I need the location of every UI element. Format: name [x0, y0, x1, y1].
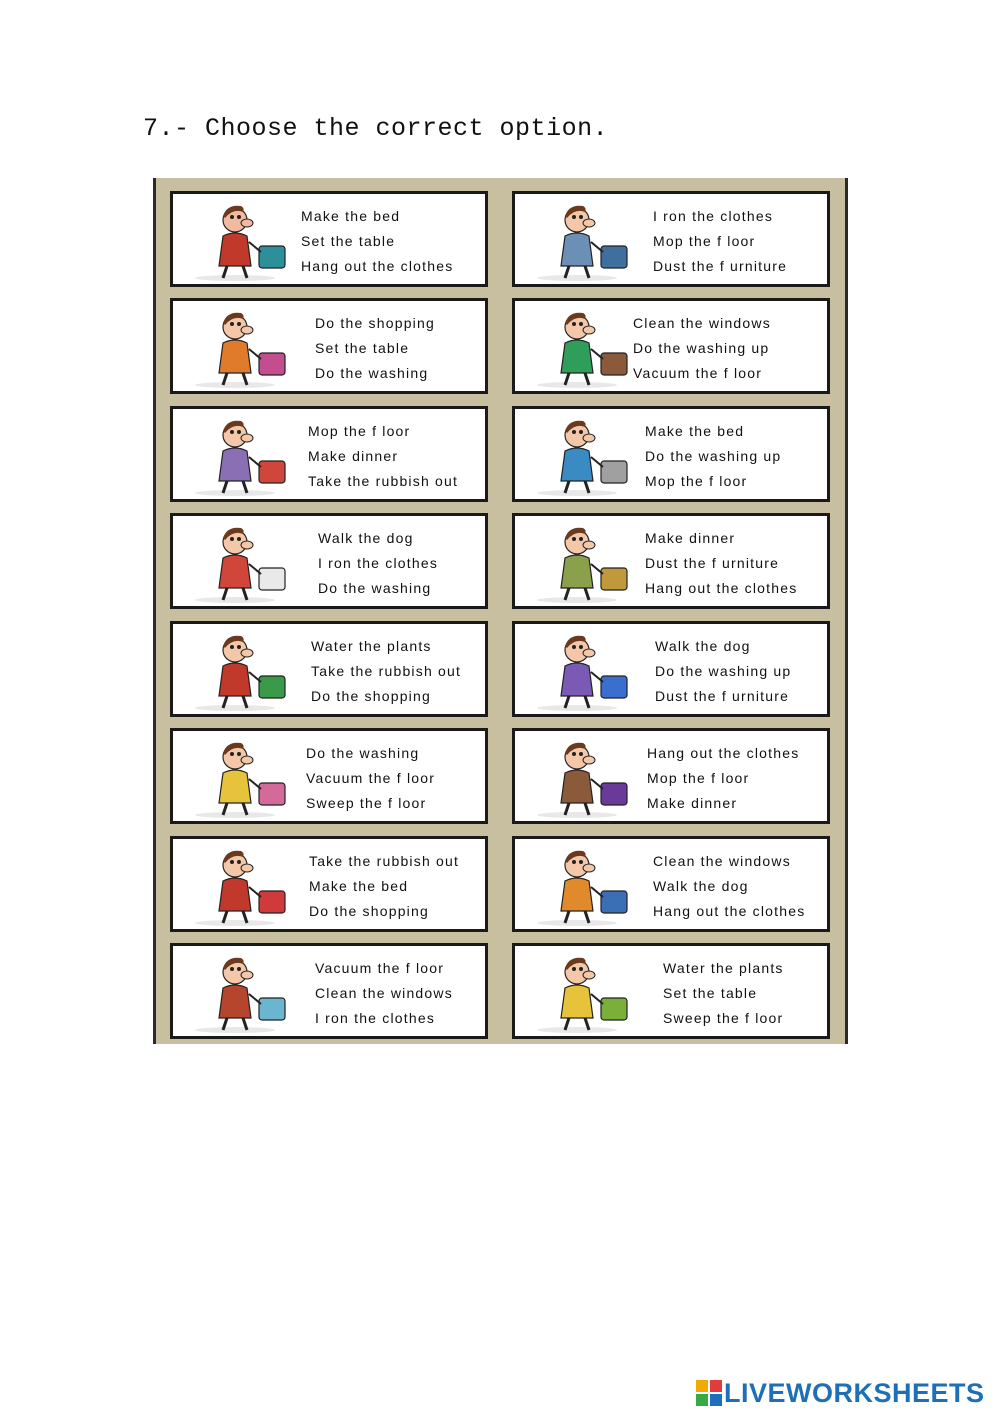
option-list [318, 526, 438, 601]
chore-card [170, 943, 488, 1039]
option-item[interactable]: Set the table [663, 985, 758, 1001]
chore-card [170, 621, 488, 717]
option-item[interactable]: Hang out the clothes [301, 258, 454, 274]
man-washing-machine-icon [175, 518, 295, 604]
option-list [655, 634, 791, 709]
option-item[interactable]: Make the bed [301, 208, 401, 224]
boy-vacuuming-icon [517, 303, 637, 389]
chore-card [512, 943, 830, 1039]
option-item[interactable]: Do the washing up [633, 340, 770, 356]
chore-card [170, 513, 488, 609]
option-item[interactable]: Hang out the clothes [647, 745, 800, 761]
option-item[interactable]: Do the washing [318, 580, 432, 596]
man-ironing-icon [517, 196, 637, 282]
option-item[interactable]: Do the shopping [315, 315, 435, 331]
chore-card [170, 191, 488, 287]
girl-sweeping-icon [175, 733, 295, 819]
chore-card [512, 621, 830, 717]
chore-card [512, 191, 830, 287]
brand-name: LIVEWORKSHEETS [724, 1377, 985, 1408]
option-list [306, 741, 435, 816]
option-item[interactable]: Do the shopping [311, 688, 431, 704]
chore-card [512, 298, 830, 394]
liveworksheets-logo[interactable] [696, 1376, 985, 1410]
woman-recycling-icon [175, 626, 295, 712]
option-item[interactable]: Dust the f urniture [653, 258, 788, 274]
man-washing-dishes-icon [517, 411, 637, 497]
man-mopping-icon [175, 411, 295, 497]
option-item[interactable]: Make dinner [645, 530, 736, 546]
option-item[interactable]: Clean the windows [633, 315, 771, 331]
option-item[interactable]: I ron the clothes [318, 555, 439, 571]
option-item[interactable]: Vacuum the f loor [306, 770, 436, 786]
option-item[interactable]: Take the rubbish out [309, 853, 460, 869]
option-item[interactable]: Hang out the clothes [645, 580, 798, 596]
option-item[interactable]: Make the bed [309, 878, 409, 894]
option-item[interactable]: Walk the dog [318, 530, 414, 546]
woman-making-bed-icon [175, 196, 295, 282]
option-list [308, 419, 458, 494]
chore-card [512, 513, 830, 609]
option-item[interactable]: I ron the clothes [315, 1010, 436, 1026]
boy-dusting-icon [517, 626, 637, 712]
option-item[interactable]: Make dinner [647, 795, 738, 811]
option-item[interactable]: Clean the windows [653, 853, 791, 869]
option-item[interactable]: Do the washing [306, 745, 420, 761]
option-list [647, 741, 799, 816]
chore-card [512, 836, 830, 932]
option-item[interactable]: Make dinner [308, 448, 399, 464]
option-item[interactable]: Walk the dog [655, 638, 751, 654]
option-item[interactable]: Vacuum the f loor [315, 960, 445, 976]
option-item[interactable]: Vacuum the f loor [633, 365, 763, 381]
option-list [653, 849, 805, 924]
man-setting-table-icon [175, 303, 295, 389]
option-item[interactable]: Dust the f urniture [645, 555, 780, 571]
option-item[interactable]: Do the washing up [655, 663, 792, 679]
exercise-board [153, 178, 848, 1044]
option-list [645, 419, 781, 494]
option-list [653, 204, 787, 279]
exercise-title: 7.- Choose the correct option. [143, 114, 609, 143]
option-item[interactable]: Sweep the f loor [663, 1010, 784, 1026]
option-item[interactable]: Take the rubbish out [308, 473, 459, 489]
option-item[interactable]: Clean the windows [315, 985, 453, 1001]
option-item[interactable]: Mop the f loor [645, 473, 748, 489]
man-cleaning-window-icon [175, 948, 295, 1034]
chore-card [170, 406, 488, 502]
option-item[interactable]: Walk the dog [653, 878, 749, 894]
liveworksheets-mark-icon [696, 1380, 722, 1406]
man-cooking-icon [517, 518, 637, 604]
option-list [311, 634, 461, 709]
option-list [633, 311, 771, 386]
option-item[interactable]: Dust the f urniture [655, 688, 790, 704]
girl-watering-plant-icon [517, 948, 637, 1034]
man-walking-dog-icon [517, 841, 637, 927]
option-list [645, 526, 797, 601]
option-item[interactable]: Do the shopping [309, 903, 429, 919]
chore-card [170, 298, 488, 394]
option-item[interactable]: Set the table [301, 233, 396, 249]
option-item[interactable]: Set the table [315, 340, 410, 356]
option-item[interactable]: Mop the f loor [647, 770, 750, 786]
man-clothesline-icon [517, 733, 637, 819]
option-item[interactable]: Mop the f loor [308, 423, 411, 439]
option-item[interactable]: Sweep the f loor [306, 795, 427, 811]
chore-card [512, 728, 830, 824]
option-item[interactable]: Water the plants [663, 960, 784, 976]
option-item[interactable]: Do the washing up [645, 448, 782, 464]
option-list [301, 204, 453, 279]
option-item[interactable]: Water the plants [311, 638, 432, 654]
option-list [309, 849, 459, 924]
option-list [315, 956, 453, 1031]
option-list [315, 311, 435, 386]
option-item[interactable]: Make the bed [645, 423, 745, 439]
option-list [663, 956, 784, 1031]
option-item[interactable]: Take the rubbish out [311, 663, 462, 679]
option-item[interactable]: Hang out the clothes [653, 903, 806, 919]
option-item[interactable]: I ron the clothes [653, 208, 774, 224]
option-item[interactable]: Mop the f loor [653, 233, 756, 249]
chore-card [170, 728, 488, 824]
chore-card [512, 406, 830, 502]
man-shopping-cart-icon [175, 841, 295, 927]
option-item[interactable]: Do the washing [315, 365, 429, 381]
chore-card [170, 836, 488, 932]
